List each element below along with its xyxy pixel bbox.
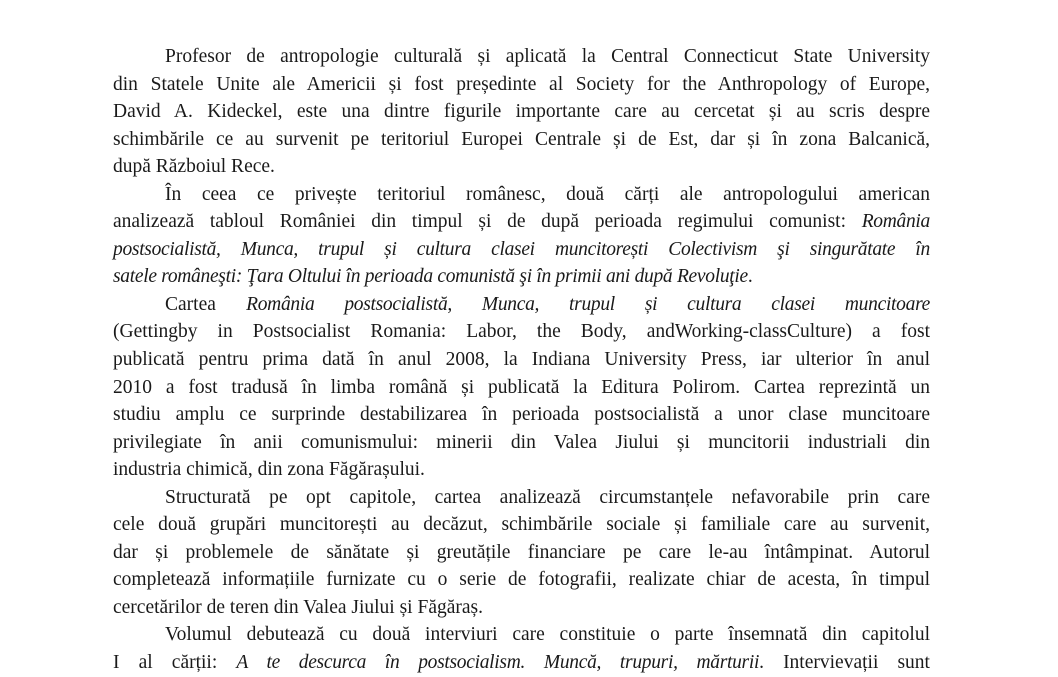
text-line <box>113 43 930 71</box>
text-line <box>113 511 930 539</box>
body-text: Profesor de antropologie culturală și aplicată la Central Connecticut State University <box>165 46 930 67</box>
paragraph <box>113 621 930 676</box>
italic-title-text: România postsocialistă, Munca, trupul și cultura clasei muncitoare <box>246 293 930 315</box>
text-line <box>113 318 930 346</box>
body-text: Cartea <box>165 293 247 315</box>
body-text: Structurată pe opt capitole, cartea analizează circumstanțele nefavorabile prin care <box>165 486 930 508</box>
body-text: schimbările ce au survenit pe teritoriul Europei Centrale și de Est, dar și în zona Balcanică, <box>113 128 930 150</box>
body-text: privilegiate în anii comunismului: minerii din Valea Jiului și muncitorii industriali din <box>113 431 930 453</box>
paragraph <box>113 291 930 484</box>
text-line <box>113 346 930 374</box>
body-text: În ceea ce privește teritoriul românesc, două cărți ale antropologului american <box>165 183 930 205</box>
text-line <box>113 291 930 319</box>
body-text: industria chimică, din zona Făgărașului. <box>113 459 425 481</box>
body-text: . Intervievații sunt <box>759 652 930 674</box>
document-body <box>113 43 930 677</box>
paragraph <box>113 43 930 181</box>
body-text: 2010 a fost tradusă în limba română și publicată la Editura Polirom. Cartea reprezintă un <box>113 376 930 398</box>
body-text: studiu amplu ce surprinde destabilizarea în perioada postsocialistă a unor clase muncitoare <box>113 404 930 426</box>
text-line <box>113 181 930 209</box>
text-line <box>113 153 930 181</box>
italic-title-text: postsocialistă, Munca, trupul și cultura clasei muncitorești Colectivism şi singurătate în <box>113 238 930 260</box>
body-text: completează informațiile furnizate cu o serie de fotografii, realizate chiar de acesta, în timpul <box>113 569 930 591</box>
paragraph <box>113 181 930 291</box>
italic-title-text: A te descurca în postsocialism. Muncă, trupuri, mărturii <box>236 652 760 674</box>
body-text: publicată pentru prima dată în anul 2008, la Indiana University Press, iar ulterior în anul <box>113 349 930 371</box>
text-line <box>113 566 930 594</box>
text-line <box>113 374 930 402</box>
body-text: cele două grupări muncitorești au decăzut, schimbările sociale și familiale care au survenit, <box>113 514 930 536</box>
paragraph <box>113 484 930 622</box>
body-text: dar și problemele de sănătate și greutățile financiare pe care le-au întâmpinat. Autorul <box>113 541 930 563</box>
text-line <box>113 263 930 291</box>
text-line <box>113 236 930 264</box>
text-line <box>113 649 930 677</box>
body-text: Volumul debutează cu două interviuri care constituie o parte însemnată din capitolul <box>165 624 930 646</box>
body-text: . <box>747 266 753 288</box>
text-line <box>113 484 930 512</box>
text-line <box>113 126 930 154</box>
text-line <box>113 208 930 236</box>
text-line <box>113 401 930 429</box>
body-text: după Războiul Rece. <box>113 156 275 178</box>
body-text: analizează tabloul României din timpul și de după perioada regimului comunist: <box>113 211 862 233</box>
text-line <box>113 621 930 649</box>
text-line <box>113 456 930 484</box>
text-line <box>113 98 930 126</box>
italic-title-text: România <box>861 211 930 233</box>
body-text: din Statele Unite ale Americii și fost președinte al Society for the Anthropology of Europe, <box>113 73 930 95</box>
italic-title-text: satele româneşti: Ţara Oltului în perioada comunistă şi în primii ani după Revoluţie <box>113 266 748 288</box>
body-text: (Gettingby in Postsocialist Romania: Labor, the Body, andWorking-classCulture) a fost <box>113 321 930 343</box>
text-line <box>113 71 930 99</box>
text-line <box>113 594 930 622</box>
body-text: I al cărții: <box>113 652 237 674</box>
body-text: David A. Kideckel, este una dintre figurile importante care au cercetat și au scris despre <box>113 101 930 123</box>
body-text: cercetărilor de teren din Valea Jiului și Făgăraș. <box>113 596 483 618</box>
text-line <box>113 429 930 457</box>
text-line <box>113 539 930 567</box>
